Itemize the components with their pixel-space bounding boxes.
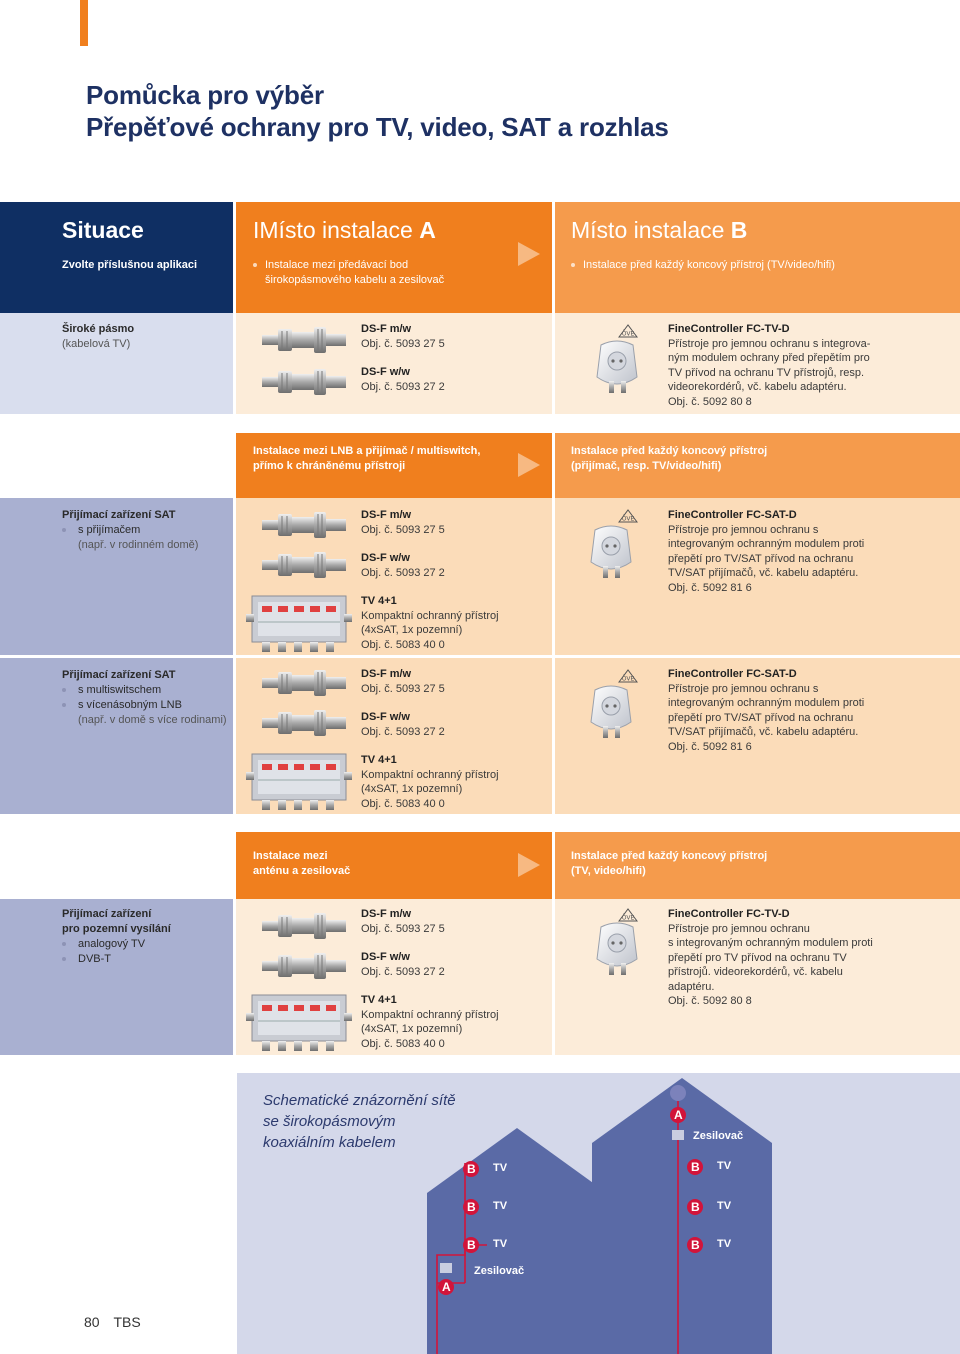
- description-line: přepětí pro TV/SAT přívod na ochranu: [668, 711, 854, 724]
- finecontroller-image: [591, 337, 643, 397]
- product-name: DS-F m/w: [361, 908, 412, 920]
- product-name: DS-F w/w: [361, 711, 410, 723]
- left-house-shape: [427, 1128, 607, 1308]
- row4-situation: [0, 899, 233, 1055]
- finecontroller-image: [585, 522, 637, 582]
- connector-ww-image: [260, 949, 350, 983]
- order-number: Obj. č. 5092 81 6: [668, 581, 752, 594]
- network-schema: [237, 1073, 960, 1354]
- place-b-title: [571, 217, 747, 244]
- band2-b-line2: (přijímač, resp. TV/video/hifi): [571, 460, 722, 472]
- description-line: integrovaným ochranným modulem proti: [668, 538, 865, 550]
- row4-sit-b1: analogový TV: [78, 938, 146, 950]
- schema-caption-line3: koaxiálním kabelem: [263, 1134, 396, 1151]
- antenna-icon: [670, 1085, 686, 1101]
- band2-b-line1: Instalace před každý koncový přístroj: [571, 445, 768, 457]
- band2-a-text: [253, 444, 480, 474]
- row2-a-text: [361, 508, 499, 652]
- left-b-label-3: B: [467, 1238, 476, 1252]
- description-line: Kompaktní ochranný přístroj: [361, 609, 499, 622]
- description-line: TV/SAT přijímačů, vč. kabelu adaptéru.: [668, 726, 859, 738]
- arrow-right-icon: [518, 853, 540, 877]
- row1-a-text: [361, 322, 445, 394]
- finecontroller-image: [585, 682, 637, 742]
- right-amplifier-label: Zesilovač: [693, 1130, 744, 1142]
- connector-mw-image: [260, 909, 350, 943]
- row3-a-text: [361, 667, 499, 811]
- order-number: Obj. č. 5083 40 0: [361, 1037, 445, 1050]
- right-tv-label-2: TV: [717, 1200, 732, 1212]
- page-number: 80: [84, 1314, 100, 1330]
- description-line: Kompaktní ochranný přístroj: [361, 1008, 499, 1021]
- order-number: Obj. č. 5093 27 2: [361, 965, 445, 978]
- page-title-line2: Přepěťové ochrany pro TV, video, SAT a rozhlas: [86, 112, 669, 142]
- connector-mw-image: [260, 323, 350, 357]
- row2-situation: [0, 498, 233, 655]
- row4-sit-b2: DVB-T: [78, 953, 111, 965]
- bullet-icon: [62, 703, 66, 707]
- row3-sit-b1: s multiswitschem: [78, 684, 162, 696]
- connector-ww-image: [260, 548, 350, 582]
- row4-sit-title2: pro pozemní vysílání: [62, 923, 171, 935]
- place-a-sub-line1: Instalace mezi předávací bod: [265, 259, 409, 271]
- place-b-title-text: Místo instalace: [571, 217, 731, 243]
- row1-b-text: [668, 322, 870, 409]
- place-a-title-text: IMísto instalace: [253, 217, 420, 243]
- situace-header: [0, 202, 233, 313]
- product-name: DS-F m/w: [361, 668, 412, 680]
- row3-sit-b3: (např. v domě s více rodinami): [78, 714, 227, 726]
- band3-b-line1: Instalace před každý koncový přístroj: [571, 850, 768, 862]
- amplifier-icon: [440, 1263, 452, 1273]
- row1-sit-title: Široké pásmo: [62, 323, 135, 335]
- right-tv-label-1: TV: [717, 1160, 732, 1172]
- product-name: DS-F m/w: [361, 509, 412, 521]
- arrow-right-icon: [518, 453, 540, 477]
- description-line: přepětí pro TV přívod na ochranu TV: [668, 951, 847, 964]
- left-tv-label-1: TV: [493, 1162, 508, 1174]
- left-house-basement: [427, 1308, 607, 1354]
- row1-situation: [0, 313, 233, 414]
- order-number: Obj. č. 5093 27 2: [361, 380, 445, 393]
- right-b-label-1: B: [691, 1160, 700, 1174]
- ove-logo-icon: [618, 509, 638, 523]
- bullet-icon: [571, 263, 575, 267]
- left-tv-label-3: TV: [493, 1238, 508, 1250]
- ove-logo-icon: [618, 669, 638, 683]
- row3-sit-b2: s vícenásobným LNB: [78, 699, 182, 711]
- order-number: Obj. č. 5093 27 2: [361, 566, 445, 579]
- row4-place-a: [236, 899, 552, 1055]
- amplifier-icon: [672, 1130, 684, 1140]
- right-a-label: A: [674, 1108, 683, 1122]
- tv41-device-image: [244, 750, 354, 810]
- band2-b-text: [571, 444, 767, 474]
- description-line: Přístroje pro jemnou ochranu s integrova-: [668, 337, 871, 350]
- left-a-label: A: [442, 1280, 451, 1294]
- bullet-icon: [62, 688, 66, 692]
- row3-sit-title: Přijímací zařízení SAT: [62, 669, 176, 681]
- order-number: Obj. č. 5093 27 2: [361, 725, 445, 738]
- band3-a-text: [253, 849, 350, 879]
- description-line: integrovaným ochranným modulem proti: [668, 697, 865, 709]
- row4-sit-title1: Přijímací zařízení: [62, 908, 152, 920]
- description-line: videorekordérů, vč. kabelu adaptéru.: [668, 381, 847, 393]
- description-line: Kompaktní ochranný přístroj: [361, 768, 499, 781]
- row2-sit-title: Přijímací zařízení SAT: [62, 509, 176, 521]
- description-line: (4xSAT, 1x pozemní): [361, 783, 463, 795]
- page-title-line1: Pomůcka pro výběr: [86, 80, 324, 110]
- place-b-subtitle: [571, 258, 835, 273]
- band3-b-line2: (TV, video/hifi): [571, 865, 646, 877]
- order-number: Obj. č. 5092 80 8: [668, 995, 752, 1007]
- order-number: Obj. č. 5092 80 8: [668, 395, 752, 408]
- band2-place-a: [236, 433, 552, 498]
- row2-place-a: [236, 498, 552, 655]
- description-line: TV/SAT přijímačů, vč. kabelu adaptéru.: [668, 567, 859, 579]
- place-a-header: [236, 202, 552, 313]
- place-a-title: [253, 217, 436, 244]
- row3-situation: [0, 658, 233, 814]
- arrow-right-icon: [518, 242, 540, 266]
- row4-situation-text: [62, 907, 171, 967]
- bullet-icon: [62, 957, 66, 961]
- product-name: TV 4+1: [361, 754, 397, 766]
- ove-logo-icon: [618, 324, 638, 338]
- place-b-sub-text: Instalace před každý koncový přístroj (TV/video/hifi): [583, 259, 835, 271]
- place-b-header: [555, 202, 960, 313]
- band2-place-b: [555, 433, 960, 498]
- band2-a-line1: Instalace mezi LNB a přijímač / multiswitch,: [253, 445, 481, 457]
- tv41-device-image: [244, 592, 354, 652]
- connector-ww-image: [260, 706, 350, 740]
- product-name: FineController FC-TV-D: [668, 908, 790, 920]
- product-name: DS-F w/w: [361, 552, 410, 564]
- row4-place-b: [555, 899, 960, 1055]
- description-line: Přístroje pro jemnou ochranu s: [668, 682, 819, 695]
- band3-b-text: [571, 849, 767, 879]
- order-number: Obj. č. 5093 27 5: [361, 682, 445, 695]
- order-number: Obj. č. 5093 27 5: [361, 337, 445, 350]
- row2-place-b: [555, 498, 960, 655]
- product-name: FineController FC-SAT-D: [668, 509, 797, 521]
- houses-diagram: [237, 1073, 960, 1354]
- finecontroller-image: [591, 919, 643, 979]
- accent-bar: [80, 0, 88, 46]
- row2-b-text: [668, 508, 864, 595]
- description-line: (4xSAT, 1x pozemní): [361, 624, 463, 636]
- row3-place-b: [555, 658, 960, 814]
- situace-subtitle: Zvolte příslušnou aplikaci: [62, 259, 198, 271]
- product-name: FineController FC-TV-D: [668, 323, 790, 335]
- product-name: DS-F w/w: [361, 366, 410, 378]
- connector-mw-image: [260, 666, 350, 700]
- row1-place-b: [555, 313, 960, 414]
- product-name: DS-F m/w: [361, 323, 412, 335]
- left-amplifier-label: Zesilovač: [474, 1265, 525, 1277]
- place-a-letter: A: [419, 217, 436, 243]
- order-number: Obj. č. 5092 81 6: [668, 740, 752, 753]
- order-number: Obj. č. 5093 27 5: [361, 523, 445, 536]
- description-line: (4xSAT, 1x pozemní): [361, 1023, 463, 1035]
- schema-caption-line2: se širokopásmovým: [263, 1113, 396, 1130]
- place-b-letter: B: [730, 217, 748, 243]
- right-b-label-3: B: [691, 1238, 700, 1252]
- product-name: TV 4+1: [361, 994, 397, 1006]
- bullet-icon: [253, 263, 257, 267]
- row4-b-text: [668, 907, 873, 1009]
- product-name: TV 4+1: [361, 595, 397, 607]
- description-line: Přístroje pro jemnou ochranu s: [668, 523, 819, 536]
- schema-caption-line1: Schematické znázornění sítě: [263, 1092, 456, 1109]
- row1-place-a: [236, 313, 552, 414]
- situace-title: Situace: [62, 217, 144, 243]
- connector-mw-image: [260, 508, 350, 542]
- left-b-label-1: B: [467, 1162, 476, 1176]
- right-tv-label-3: TV: [717, 1238, 732, 1250]
- product-name: DS-F w/w: [361, 951, 410, 963]
- left-tv-label-2: TV: [493, 1200, 508, 1212]
- row1-situation-text: [62, 322, 134, 352]
- description-line: ným modulem ochrany před přepětím pro: [668, 352, 870, 364]
- bullet-icon: [62, 528, 66, 532]
- band3-place-b: [555, 832, 960, 899]
- bullet-icon: [62, 942, 66, 946]
- description-line: Přístroje pro jemnou ochranu: [668, 922, 810, 935]
- description-line: s integrovaným ochranným modulem proti: [668, 937, 873, 949]
- place-a-sub-line2: širokopásmového kabelu a zesilovač: [265, 274, 445, 286]
- connector-ww-image: [260, 365, 350, 399]
- row3-b-text: [668, 667, 864, 754]
- tv41-device-image: [244, 991, 354, 1051]
- order-number: Obj. č. 5093 27 5: [361, 922, 445, 935]
- row1-sit-sub: (kabelová TV): [62, 338, 131, 350]
- footer: [84, 1314, 141, 1330]
- brand-label: TBS: [113, 1314, 141, 1330]
- description-line: adaptéru.: [668, 980, 715, 993]
- row2-sit-b2: (např. v rodinném domě): [78, 539, 199, 551]
- place-a-subtitle: [253, 258, 444, 288]
- description-line: přepětí pro TV/SAT přívod na ochranu: [668, 552, 854, 565]
- band3-a-line1: Instalace mezi: [253, 850, 328, 862]
- row2-situation-text: [62, 508, 198, 553]
- row4-a-text: [361, 907, 499, 1051]
- band2-a-line2: přímo k chráněnému přístroji: [253, 460, 406, 472]
- row3-place-a: [236, 658, 552, 814]
- left-b-label-2: B: [467, 1200, 476, 1214]
- product-name: FineController FC-SAT-D: [668, 668, 797, 680]
- order-number: Obj. č. 5083 40 0: [361, 638, 445, 651]
- description-line: TV přívod na ochranu TV přístrojů, resp.: [668, 366, 865, 379]
- description-line: přístrojů. videorekordérů, vč. kabelu: [668, 966, 843, 978]
- band3-place-a: [236, 832, 552, 899]
- order-number: Obj. č. 5083 40 0: [361, 797, 445, 810]
- row3-situation-text: [62, 668, 227, 728]
- row2-sit-b1: s přijímačem: [78, 524, 141, 536]
- right-b-label-2: B: [691, 1200, 700, 1214]
- band3-a-line2: anténu a zesilovač: [253, 865, 351, 877]
